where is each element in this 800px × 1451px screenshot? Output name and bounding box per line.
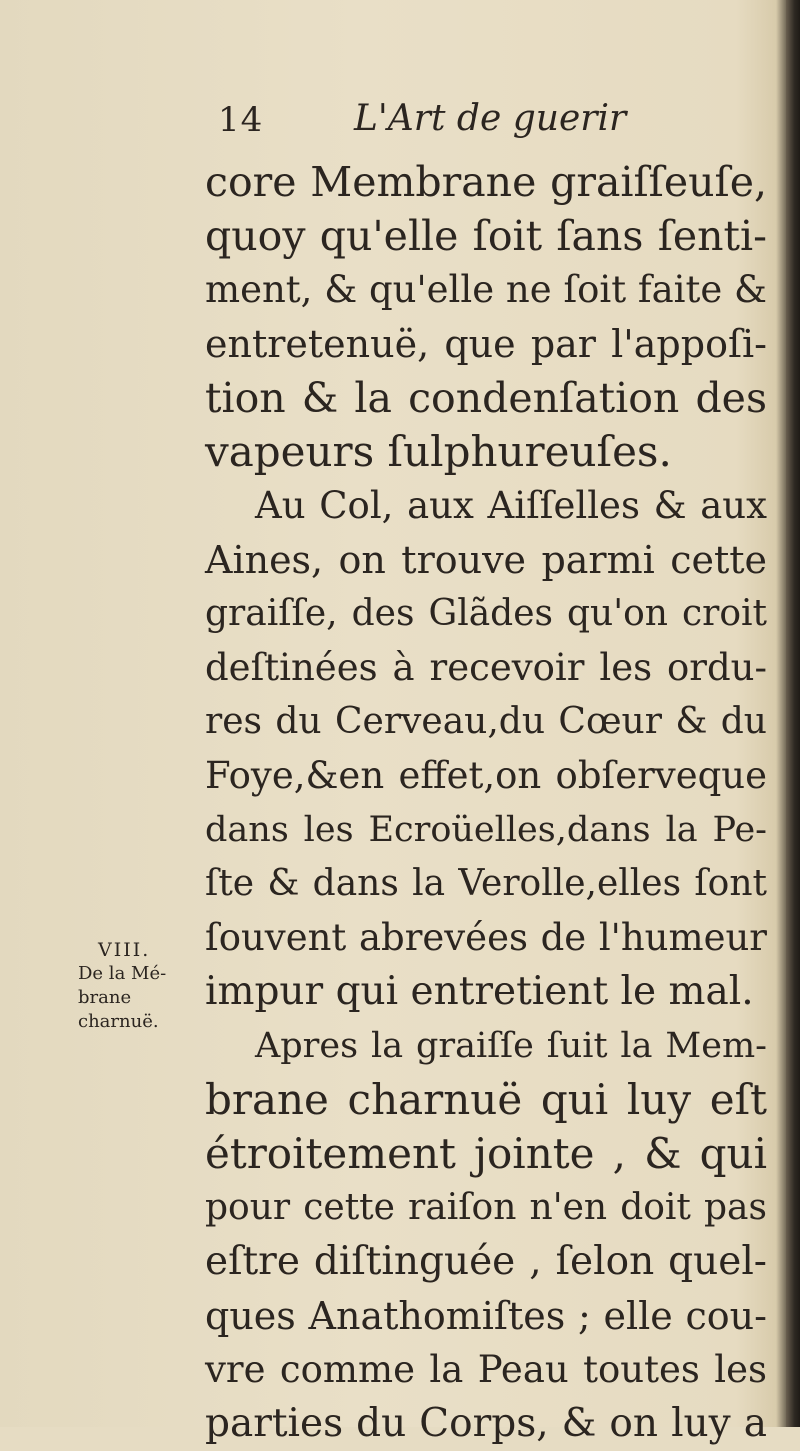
text-line: étroitement jointe , & qui <box>205 1129 767 1178</box>
text-line: vapeurs ſulphureuſes. <box>205 427 672 476</box>
text-line: impur qui entretient le mal. <box>205 969 754 1014</box>
body-text <box>205 155 767 1451</box>
text-line: deſtinées à recevoir les ordu- <box>205 646 767 689</box>
text-line: vre comme la Peau toutes les <box>205 1348 767 1391</box>
text-line: ment, & qu'elle ne ſoit faite & <box>205 268 767 311</box>
running-title: L'Art de guerir <box>354 98 627 139</box>
margin-note-number: VIII. <box>98 939 151 961</box>
text-line: parties du Corps, & on luy a <box>205 1401 767 1446</box>
text-line: Apres la graiſſe ſuit la Mem- <box>255 1026 767 1066</box>
margin-note-line: brane <box>78 987 132 1008</box>
page-number: 14 <box>218 100 264 140</box>
text-line: eſtre diſtinguée , ſelon quel- <box>205 1239 767 1284</box>
text-line: quoy qu'elle ſoit ſans ſenti- <box>205 212 767 260</box>
page-header <box>218 100 678 150</box>
margin-note-line: De la Mé- <box>78 963 167 984</box>
text-line: core Membrane graiſſeuſe, <box>205 158 767 206</box>
text-line: ques Anathomiſtes ; elle cou- <box>205 1294 767 1338</box>
text-line: dans les Ecroüelles,dans la Pe- <box>205 810 767 850</box>
text-line: Aines, on trouve parmi cette <box>205 538 767 582</box>
text-line: Foye,&en effet,on obſerveque <box>205 754 767 797</box>
text-line: entretenuë, que par l'appoſi- <box>205 322 767 366</box>
text-line: Au Col, aux Aiſſelles & aux <box>255 484 767 527</box>
margin-note-line: charnuë. <box>78 1011 159 1032</box>
text-line: graiſſe, des Glãdes qu'on croit <box>205 593 767 634</box>
text-line: ſte & dans la Verolle,elles ſont <box>205 863 767 904</box>
text-line: res du Cerveau,du Cœur & du <box>205 701 767 742</box>
book-spine-shadow <box>786 0 800 1427</box>
text-line: tion & la condenſation des <box>205 374 767 422</box>
margin-note <box>78 938 188 1034</box>
text-line: ſouvent abrevées de l'humeur <box>205 916 767 959</box>
text-line: pour cette raiſon n'en doit pas <box>205 1187 767 1228</box>
text-line: brane charnuë qui luy eſt <box>205 1075 767 1124</box>
